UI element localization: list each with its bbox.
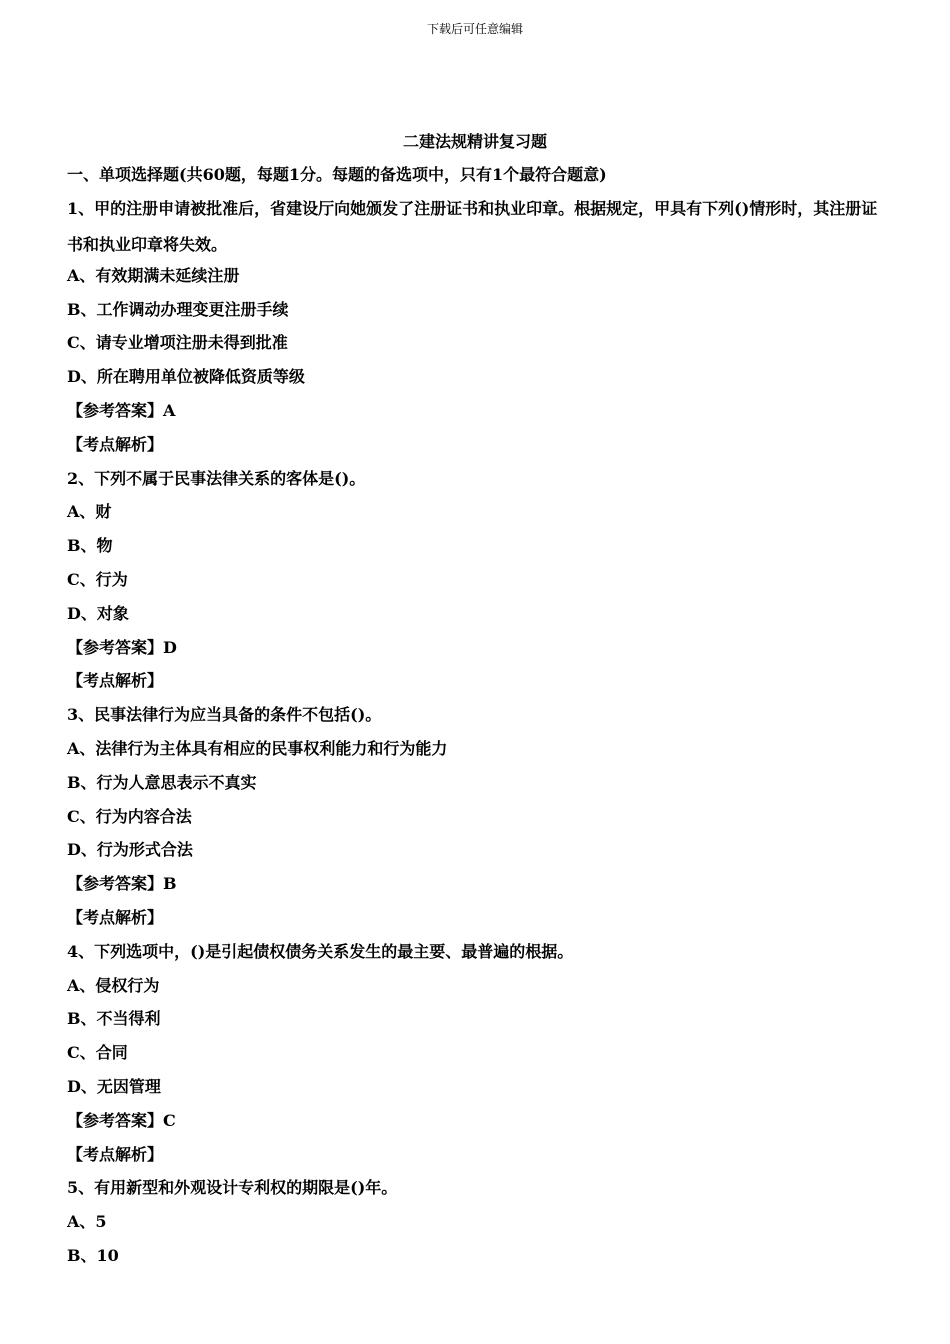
question-2-analysis: 【考点解析】 — [67, 671, 164, 691]
question-1-option-a: A、有效期满未延续注册 — [67, 265, 240, 285]
question-3-answer: 【参考答案】B — [67, 874, 177, 894]
question-4-option-c: C、合同 — [67, 1043, 128, 1063]
section-heading: 一、单项选择题(共60题，每题1分。每题的备选项中，只有1个最符合题意) — [67, 165, 607, 184]
question-2-option-d: D、对象 — [67, 603, 129, 623]
question-4-analysis: 【考点解析】 — [67, 1144, 164, 1164]
question-5-option-a: A、5 — [67, 1212, 107, 1232]
question-4-answer: 【参考答案】C — [67, 1110, 176, 1130]
question-stem-1: 1、甲的注册申请被批准后，省建设厅向她颁发了注册证书和执业印章。根据规定，甲具有下列()情形时，其注册证书和执业印章将失效。 — [67, 198, 878, 254]
question-1-analysis: 【考点解析】 — [67, 434, 164, 454]
question-2-answer: 【参考答案】D — [67, 637, 177, 657]
document-title: 二建法规精讲复习题 — [402, 132, 547, 151]
question-3-option-a: A、法律行为主体具有相应的民事权利能力和行为能力 — [67, 738, 448, 758]
question-stem-3: 3、民事法律行为应当具备的条件不包括()。 — [67, 705, 382, 725]
question-2-option-c: C、行为 — [67, 569, 128, 589]
question-2-option-b: B、物 — [67, 536, 113, 556]
question-2-option-a: A、财 — [67, 502, 112, 522]
question-3-option-d: D、行为形式合法 — [67, 840, 193, 860]
question-1-option-b: B、工作调动办理变更注册手续 — [67, 299, 289, 319]
document-body — [67, 163, 887, 1278]
page-header: 下载后可任意编辑 — [426, 22, 523, 36]
question-4-option-d: D、无因管理 — [67, 1076, 161, 1096]
question-3-option-c: C、行为内容合法 — [67, 806, 192, 826]
question-3-option-b: B、行为人意思表示不真实 — [67, 772, 257, 792]
question-3-analysis: 【考点解析】 — [67, 907, 164, 927]
question-1-option-c: C、请专业增项注册未得到批准 — [67, 333, 288, 353]
question-5-option-b: B、10 — [67, 1245, 119, 1265]
question-stem-2: 2、下列不属于民事法律关系的客体是()。 — [67, 468, 366, 488]
question-stem-5: 5、有用新型和外观设计专利权的期限是()年。 — [67, 1178, 398, 1198]
question-1-option-d: D、所在聘用单位被降低资质等级 — [67, 367, 305, 387]
question-4-option-a: A、侵权行为 — [67, 975, 160, 995]
question-stem-4: 4、下列选项中，()是引起债权债务关系发生的最主要、最普遍的根据。 — [67, 941, 574, 961]
question-1-answer: 【参考答案】A — [67, 400, 176, 420]
question-4-option-b: B、不当得利 — [67, 1009, 161, 1029]
